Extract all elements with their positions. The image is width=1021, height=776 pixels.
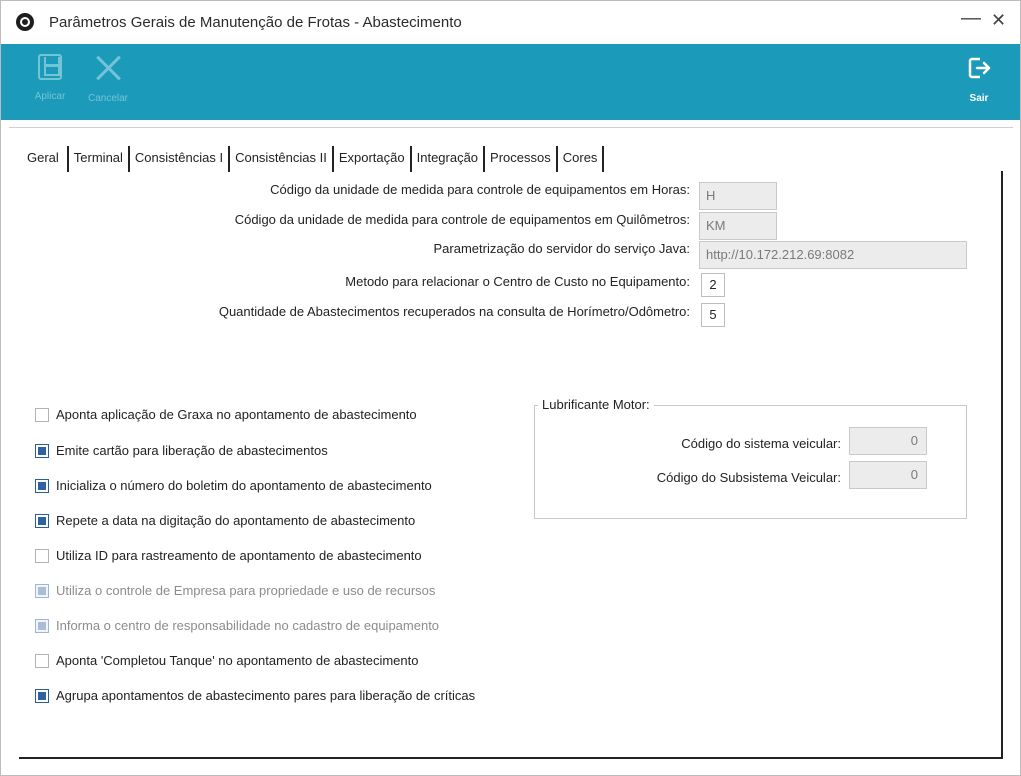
tab-bar — [19, 146, 604, 172]
tab-consistencias-2[interactable]: Consistências II — [230, 146, 334, 172]
checkbox-row-graxa[interactable] — [35, 407, 417, 422]
checkbox-controle-empresa — [35, 584, 49, 598]
checkbox-row-repete-data[interactable] — [35, 513, 415, 528]
exit-button[interactable] — [959, 54, 999, 104]
exit-icon — [965, 54, 993, 82]
checkbox-repete-data[interactable] — [35, 514, 49, 528]
checkbox-row-agrupa-apontamentos[interactable] — [35, 688, 475, 703]
quilometros-input[interactable]: KM — [699, 212, 777, 240]
checkbox-label: Emite cartão para liberação de abastecimentos — [56, 443, 328, 458]
field-row-metodo-centro-custo — [345, 274, 690, 289]
app-logo-icon — [16, 13, 34, 31]
field-row-sistema-veicular — [681, 436, 841, 451]
tab-terminal[interactable]: Terminal — [69, 146, 130, 172]
checkbox-utiliza-id[interactable] — [35, 549, 49, 563]
checkbox-centro-responsabilidade — [35, 619, 49, 633]
checkbox-row-emite-cartao[interactable] — [35, 443, 328, 458]
checkbox-row-centro-responsabilidade — [35, 618, 439, 633]
tab-processos[interactable]: Processos — [485, 146, 558, 172]
subsistema-veicular-label: Código do Subsistema Veicular: — [656, 470, 841, 485]
cancel-x-icon — [94, 54, 122, 82]
checkbox-label: Informa o centro de responsabilidade no cadastro de equipamento — [56, 618, 440, 633]
checkbox-row-inicializa-boletim[interactable] — [35, 478, 432, 493]
checkbox-row-controle-empresa — [35, 583, 435, 598]
save-icon — [38, 54, 62, 80]
tab-exportacao[interactable]: Exportação — [334, 146, 412, 172]
servidor-java-input[interactable]: http://10.172.212.69:8082 — [699, 241, 967, 269]
checkbox-agrupa-apontamentos[interactable] — [35, 689, 49, 703]
metodo-centro-custo-input[interactable]: 2 — [701, 273, 725, 297]
lubrificante-motor-title: Lubrificante Motor: — [538, 397, 654, 412]
horas-input[interactable]: H — [699, 182, 777, 210]
apply-button[interactable] — [28, 54, 72, 102]
checkbox-graxa[interactable] — [35, 408, 49, 422]
toolbar — [1, 44, 1020, 120]
tab-integracao[interactable]: Integração — [412, 146, 485, 172]
checkbox-label: Aponta 'Completou Tanque' no apontamento de abastecimento — [56, 653, 419, 668]
checkbox-label: Utiliza o controle de Empresa para propriedade e uso de recursos — [56, 583, 436, 598]
checkbox-label: Agrupa apontamentos de abastecimento pares para liberação de críticas — [56, 688, 476, 703]
minimize-button[interactable]: — — [961, 7, 981, 29]
close-button[interactable]: ✕ — [991, 10, 1007, 30]
sistema-veicular-input[interactable]: 0 — [849, 427, 927, 455]
apply-label: Aplicar — [34, 91, 66, 102]
tab-geral[interactable]: Geral — [19, 146, 69, 172]
title-bar — [1, 1, 1020, 44]
quantidade-abastecimentos-label: Quantidade de Abastecimentos recuperados na consulta de Horímetro/Odômetro: — [218, 304, 690, 319]
metodo-centro-custo-label: Metodo para relacionar o Centro de Custo no Equipamento: — [345, 274, 690, 289]
checkbox-label: Inicializa o número do boletim do apontamento de abastecimento — [56, 478, 432, 493]
subsistema-veicular-input[interactable]: 0 — [849, 461, 927, 489]
sistema-veicular-label: Código do sistema veicular: — [681, 436, 841, 451]
checkbox-label: Utiliza ID para rastreamento de apontamento de abastecimento — [56, 548, 422, 563]
horas-label: Código da unidade de medida para controle de equipamentos em Horas: — [270, 182, 690, 197]
servidor-java-label: Parametrização do servidor do serviço Java: — [433, 241, 690, 256]
exit-label: Sair — [969, 93, 989, 104]
quantidade-abastecimentos-input[interactable]: 5 — [701, 303, 725, 327]
checkbox-emite-cartao[interactable] — [35, 444, 49, 458]
checkbox-inicializa-boletim[interactable] — [35, 479, 49, 493]
field-row-quantidade-abastecimentos — [219, 304, 690, 319]
tab-cores[interactable]: Cores — [558, 146, 605, 172]
checkbox-label: Aponta aplicação de Graxa no apontamento de abastecimento — [56, 407, 417, 422]
field-row-quilometros — [235, 212, 690, 227]
cancel-label: Cancelar — [87, 93, 129, 104]
cancel-button[interactable] — [83, 54, 133, 104]
tab-consistencias-1[interactable]: Consistências I — [130, 146, 230, 172]
field-row-servidor-java — [433, 241, 690, 256]
checkbox-completou-tanque[interactable] — [35, 654, 49, 668]
checkbox-row-completou-tanque[interactable] — [35, 653, 418, 668]
quilometros-label: Código da unidade de medida para controle de equipamentos em Quilômetros: — [234, 212, 690, 227]
checkbox-row-utiliza-id[interactable] — [35, 548, 422, 563]
checkbox-label: Repete a data na digitação do apontamento de abastecimento — [56, 513, 416, 528]
field-row-subsistema-veicular — [657, 470, 841, 485]
field-row-horas — [270, 182, 690, 197]
window-title: Parâmetros Gerais de Manutenção de Frotas - Abastecimento — [49, 14, 462, 31]
